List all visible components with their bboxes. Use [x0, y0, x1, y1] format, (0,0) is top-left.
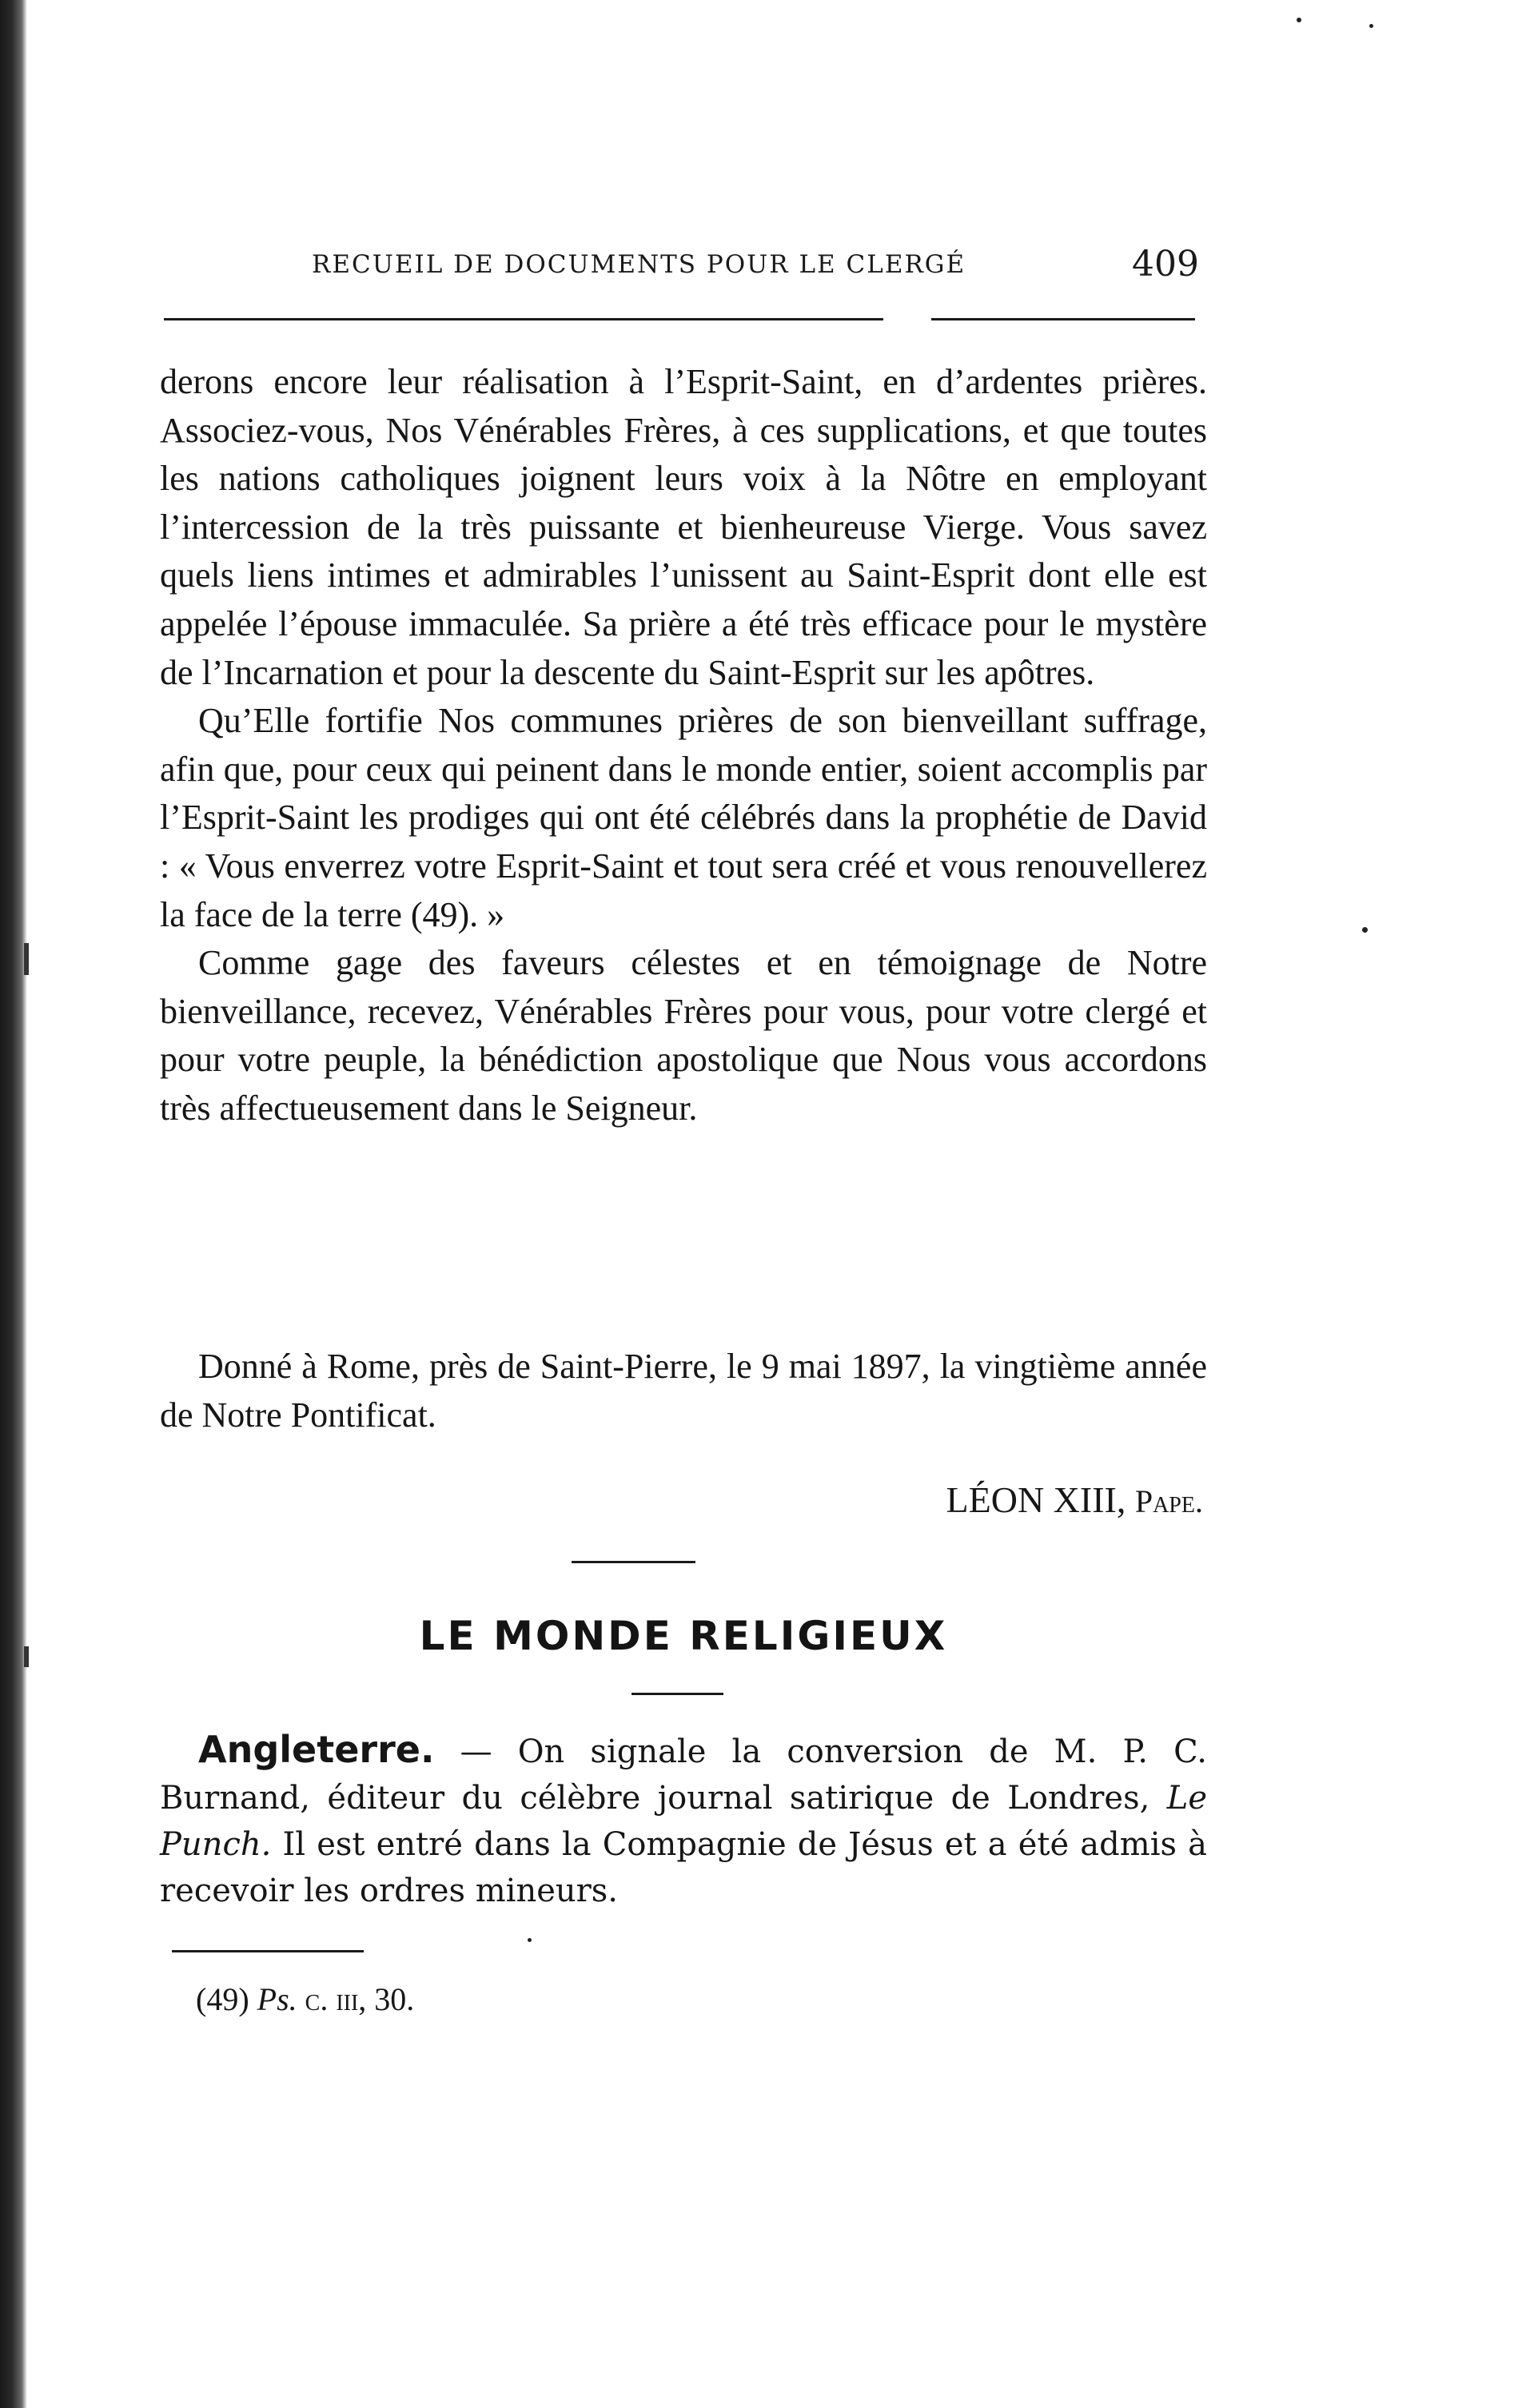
signature-title: Pape.: [1134, 1483, 1203, 1519]
heading-divider: [631, 1693, 723, 1695]
paragraph: Comme gage des faveurs célestes et en témoignage de Notre bienveillance, recevez, Vénérables Frères pour vous, pour votre clergé et pour votre peuple, la bénédiction apostolique que Nous vous accordons très affectueusement dans le Seigneur.: [160, 943, 1207, 1128]
signature: [799, 1479, 1203, 1521]
header-rule: [164, 318, 883, 320]
paragraph: derons encore leur réalisation à l’Esprit-Saint, en d’ardentes prières. Associez-vous, Nos Vénérables Frères, à ces supplications, et que toutes les nations catholiques joignent leurs voix à la Nôtre en employant l’intercession de la très puissante et bienheureuse Vierge. Vous savez quels liens intimes et admirables l’unissent au Saint-Esprit dont elle est appelée l’épouse immaculée. Sa prière a été très efficace pour le mystère de l’Incarnation et pour la descente du Saint-Esprit sur les apôtres.: [160, 362, 1207, 692]
scan-speck: [1297, 18, 1301, 22]
footnote-ref-abbrev: Ps.: [257, 1981, 297, 2017]
page-number: 409: [1132, 244, 1199, 285]
footnote-number: (49): [196, 1981, 249, 2017]
running-head-title: RECUEIL DE DOCUMENTS POUR LE CLERGÉ: [312, 250, 966, 279]
scan-speck: [1362, 927, 1368, 933]
news-text: — On signale la conversion de M. P. C. Burnand, éditeur du célèbre journal satirique de Londres,: [160, 1733, 1207, 1817]
section-heading: LE MONDE RELIGIEUX: [419, 1613, 948, 1659]
footnote-rule: [172, 1950, 364, 1952]
binding-edge: [0, 0, 27, 2408]
news-text: Il est entré dans la Compagnie de Jésus et a été admis à recevoir les ordres mineurs.: [160, 1826, 1207, 1909]
scan-speck: [1369, 24, 1373, 28]
closing-paragraph: Donné à Rome, près de Saint-Pierre, le 9 mai 1897, la vingtième année de Notre Pontificat.: [160, 1347, 1207, 1435]
footnote-ref: c. iii, 30.: [305, 1981, 415, 2017]
scan-speck: [528, 1938, 532, 1942]
letter-body: [160, 358, 1207, 1133]
scan-speck: [24, 943, 29, 975]
closing-block: [160, 1343, 1207, 1439]
news-paragraph: [160, 1726, 1207, 1914]
news-place: Angleterre.: [198, 1728, 435, 1771]
signature-name: LÉON XIII,: [946, 1479, 1126, 1520]
section-divider: [572, 1561, 695, 1563]
news-publication: Le Punch.: [160, 1780, 1207, 1863]
news-item: [160, 1726, 1207, 1914]
header-rule: [931, 318, 1195, 320]
footnote: [196, 1980, 414, 2018]
paragraph: Qu’Elle fortifie Nos communes prières de son bienveillant suffrage, afin que, pour ceux qui peinent dans le monde entier, soient accomplis par l’Esprit-Saint les prodiges qui ont été célébrés dans la prophétie de David : « Vous enverrez votre Esprit-Saint et tout sera créé et vous renouvellerez la face de la terre (49). »: [160, 701, 1207, 934]
running-head: [312, 244, 1199, 284]
scan-speck: [24, 1646, 29, 1667]
